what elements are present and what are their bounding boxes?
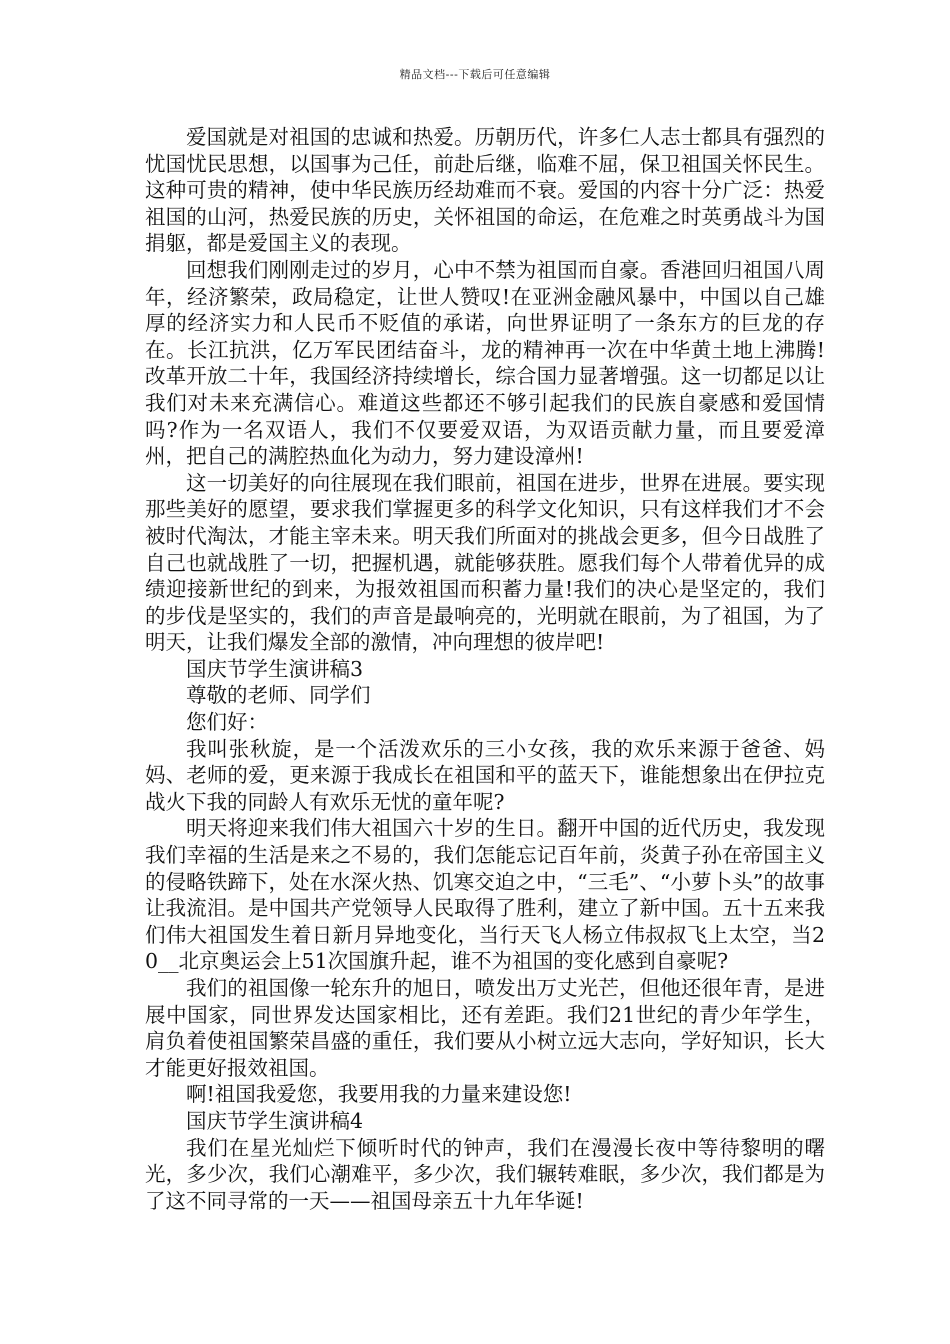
- paragraph: 回想我们刚刚走过的岁月，心中不禁为祖国而自豪。香港回归祖国八周年，经济繁荣，政局稳定，让世人赞叹!在亚洲金融风暴中，中国以自己雄厚的经济实力和人民币不贬值的承诺，向世界证明了一条东方的巨龙的存在。长江抗洪，亿万军民团结奋斗，龙的精神再一次在中华黄土地上沸腾!改革开放二十年，我国经济持续增长，综合国力显著增强。这一切都足以让我们对未来充满信心。难道这些都还不够引起我们的民族自豪感和爱国情吗?作为一名双语人，我们不仅要爱双语，为双语贡献力量，而且要爱漳州，把自己的满腔热血化为动力，努力建设漳州!: [145, 257, 825, 469]
- paragraph: 我们的祖国像一轮东升的旭日，喷发出万丈光芒，但他还很年青，是进展中国家，同世界发达国家相比，还有差距。我们21世纪的青少年学生，肩负着使祖国繁荣昌盛的重任，我们要从小树立远大志向，学好知识，长大才能更好报效祖国。: [145, 976, 825, 1080]
- paragraph: 明天将迎来我们伟大祖国六十岁的生日。翻开中国的近代历史，我发现我们幸福的生活是来之不易的，我们怎能忘记百年前，炎黄子孙在帝国主义的侵略铁蹄下，处在水深火热、饥寒交迫之中，“三毛”、“小萝卜头”的故事让我流泪。是中国共产党领导人民取得了胜利，建立了新中国。五十五来我们伟大祖国发生着日新月异地变化，当行天飞人杨立伟叔叔飞上太空，当20__北京奥运会上51次国旗升起，谁不为祖国的变化感到自豪呢?: [145, 816, 825, 974]
- paragraph: 这一切美好的向往展现在我们眼前，祖国在进步，世界在进展。要实现那些美好的愿望，要求我们掌握更多的科学文化知识，只有这样我们才不会被时代淘汰，才能主宰未来。明天我们所面对的挑战会更多，但今日战胜了自己也就战胜了一切，把握机遇，就能够获胜。愿我们每个人带着优异的成绩迎接新世纪的到来，为报效祖国而积蓄力量!我们的决心是坚定的，我们的步伐是坚实的，我们的声音是最响亮的，光明就在眼前，为了祖国，为了明天，让我们爆发全部的激情，冲向理想的彼岸吧!: [145, 470, 825, 655]
- paragraph: 我们在星光灿烂下倾听时代的钟声，我们在漫漫长夜中等待黎明的曙光，多少次，我们心潮难平，多少次，我们辗转难眠，多少次，我们都是为了这不同寻常的一天——祖国母亲五十九年华诞!: [145, 1135, 825, 1213]
- document-body: [145, 124, 825, 1214]
- paragraph: 我叫张秋旋，是一个活泼欢乐的三小女孩，我的欢乐来源于爸爸、妈妈、老师的爱，更来源于我成长在祖国和平的蓝天下，谁能想象出在伊拉克战火下我的同龄人有欢乐无忧的童年呢?: [145, 736, 825, 814]
- greeting: 您们好：: [186, 710, 268, 735]
- paragraph: 啊!祖国我爱您，我要用我的力量来建设您!: [186, 1082, 572, 1107]
- salutation: 尊敬的老师、同学们: [186, 683, 371, 708]
- header-note: 精品文档---下载后可任意编辑: [399, 68, 551, 81]
- section-heading: 国庆节学生演讲稿4: [186, 1108, 364, 1133]
- section-heading: 国庆节学生演讲稿3: [186, 656, 364, 681]
- paragraph: 爱国就是对祖国的忠诚和热爱。历朝历代，许多仁人志士都具有强烈的忧国忧民思想，以国事为己任，前赴后继，临难不屈，保卫祖国关怀民生。这种可贵的精神，使中华民族历经劫难而不衰。爱国的内容十分广泛：热爱祖国的山河，热爱民族的历史，关怀祖国的命运，在危难之时英勇战斗为国捐躯，都是爱国主义的表现。: [145, 125, 825, 256]
